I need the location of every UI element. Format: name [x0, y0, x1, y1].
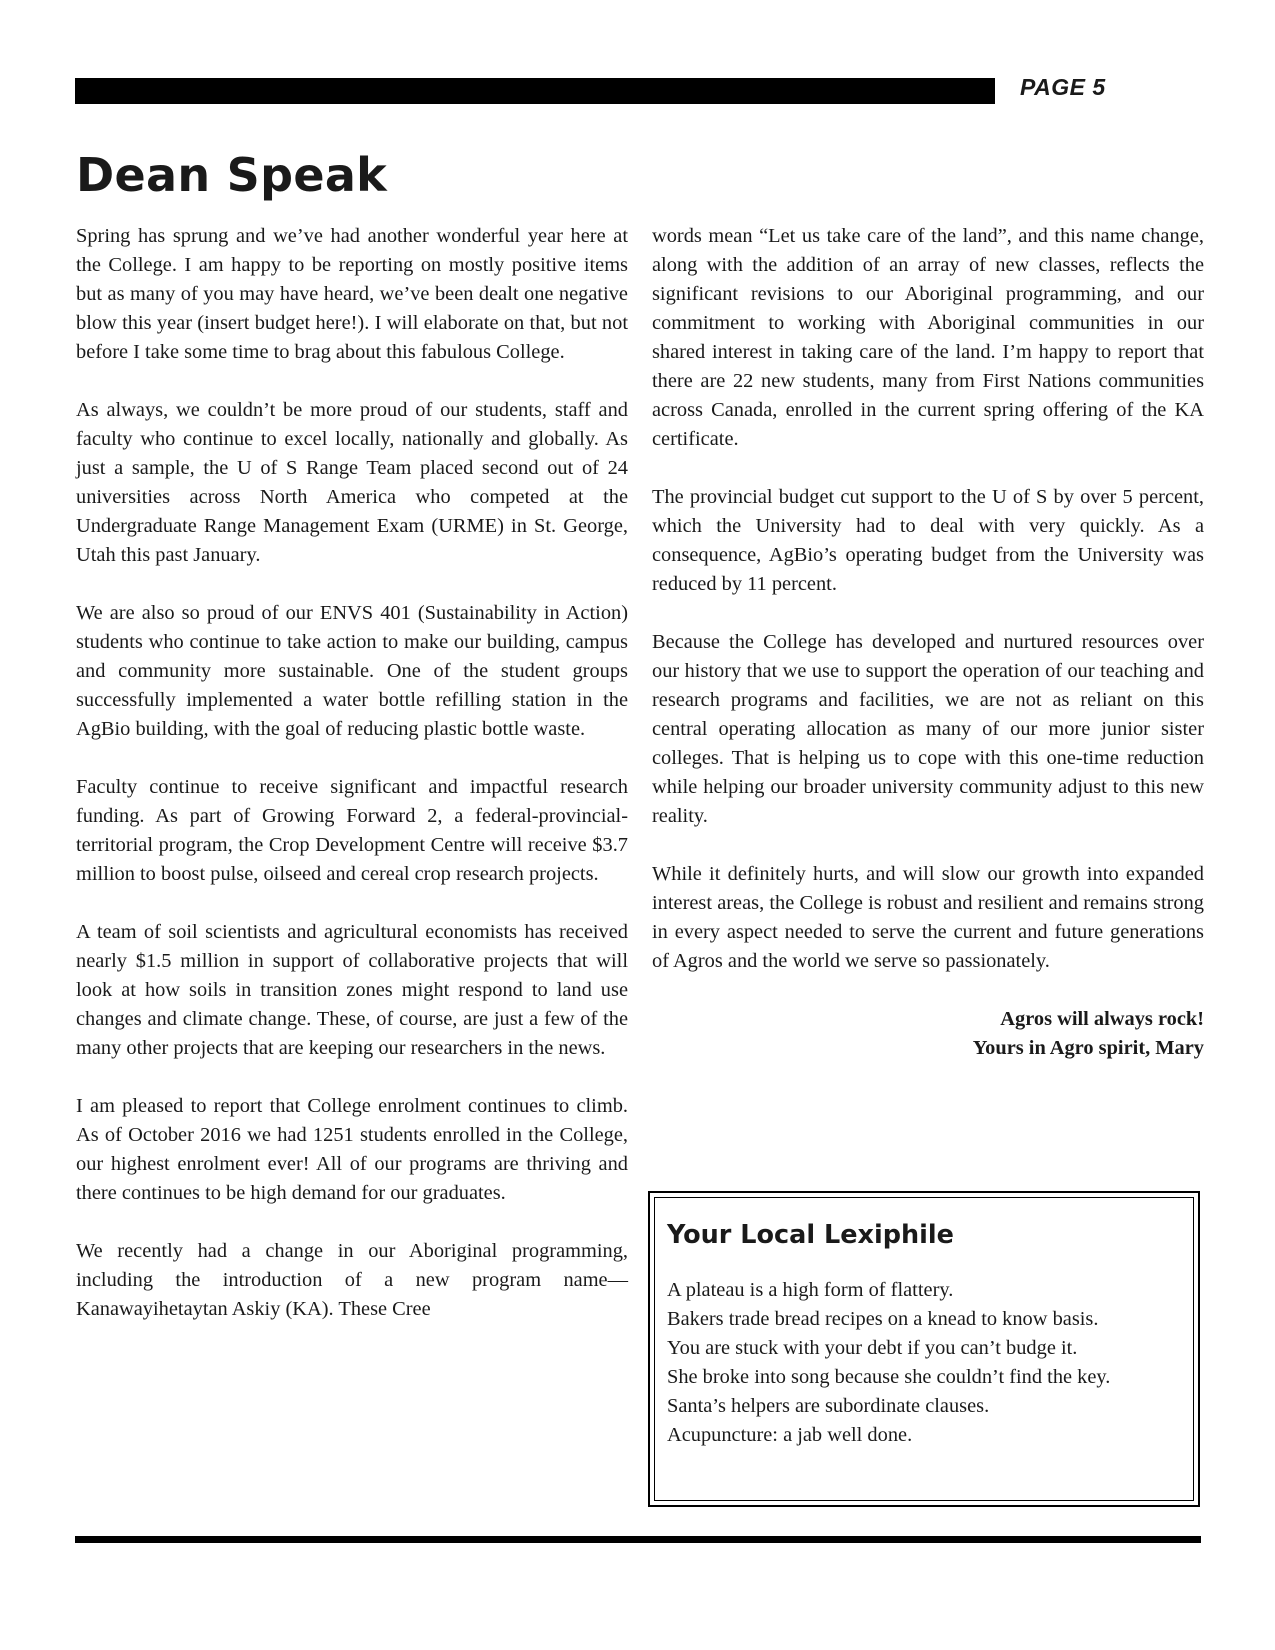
paragraph: We are also so proud of our ENVS 401 (Sustainability in Action) students who continue to take action to make our building, campus and community more sustainable. One of the student groups successfully implemented a water bottle refilling station in the AgBio building, with the goal of reducing plastic bottle waste.: [76, 602, 628, 740]
left-column: [76, 222, 628, 1324]
pun-line: Bakers trade bread recipes on a knead to know basis.: [667, 1308, 1099, 1330]
right-column: [652, 222, 1204, 1063]
header-bar: [75, 78, 995, 104]
lexiphile-box-inner: [654, 1197, 1194, 1501]
signoff-signature: Yours in Agro spirit, Mary: [972, 1037, 1204, 1059]
signoff-line: Agros will always rock!: [1000, 1008, 1204, 1030]
article-title: Dean Speak: [76, 148, 388, 202]
paragraph: While it definitely hurts, and will slow our growth into expanded interest areas, the College is robust and resilient and remains strong in every aspect needed to serve the current and future generations of Agros and the world we serve so passionately.: [652, 863, 1204, 972]
paragraph: words mean “Let us take care of the land”, and this name change, along with the addition of an array of new classes, reflects the significant revisions to our Aboriginal programming, and our commitment to working with Aboriginal communities in our shared interest in taking care of the land. I’m happy to report that there are 22 new students, many from First Nations communities across Canada, enrolled in the current spring offering of the KA certificate.: [652, 225, 1204, 450]
pun-line: You are stuck with your debt if you can’t budge it.: [667, 1337, 1078, 1359]
footer-rule: [75, 1536, 1201, 1543]
signoff: [652, 1005, 1204, 1063]
lexiphile-title: Your Local Lexiphile: [667, 1220, 954, 1250]
paragraph: Spring has sprung and we’ve had another wonderful year here at the College. I am happy to be reporting on mostly positive items but as many of you may have heard, we’ve been dealt one negative blow this year (insert budget here!). I will elaborate on that, but not before I take some time to brag about this fabulous College.: [76, 225, 628, 363]
paragraph: A team of soil scientists and agricultural economists has received nearly $1.5 million in support of collaborative projects that will look at how soils in transition zones might respond to land use changes and climate change. These, of course, are just a few of the many other projects that are keeping our researchers in the news.: [76, 921, 628, 1059]
paragraph: The provincial budget cut support to the U of S by over 5 percent, which the University had to deal with very quickly. As a consequence, AgBio’s operating budget from the University was reduced by 11 percent.: [652, 486, 1204, 595]
pun-line: Santa’s helpers are subordinate clauses.: [667, 1395, 990, 1417]
pun-line: A plateau is a high form of flattery.: [667, 1279, 954, 1301]
pun-line: She broke into song because she couldn’t find the key.: [667, 1366, 1111, 1388]
paragraph: Faculty continue to receive significant and impactful research funding. As part of Growing Forward 2, a federal-provincial-territorial program, the Crop Development Centre will receive $3.7 million to boost pulse, oilseed and cereal crop research projects.: [76, 776, 628, 885]
lexiphile-list: [667, 1276, 1181, 1450]
pun-line: Acupuncture: a jab well done.: [667, 1424, 913, 1446]
lexiphile-box: [648, 1191, 1200, 1507]
paragraph: We recently had a change in our Aboriginal programming, including the introduction of a new program name—Kanawayihetaytan Askiy (KA). These Cree: [76, 1240, 628, 1320]
paragraph: I am pleased to report that College enrolment continues to climb. As of October 2016 we had 1251 students enrolled in the College, our highest enrolment ever! All of our programs are thriving and there continues to be high demand for our graduates.: [76, 1095, 628, 1204]
paragraph: Because the College has developed and nurtured resources over our history that we use to support the operation of our teaching and research programs and facilities, we are not as reliant on this central operating allocation as many of our more junior sister colleges. That is helping us to cope with this one-time reduction while helping our broader university community adjust to this new reality.: [652, 631, 1204, 827]
paragraph: As always, we couldn’t be more proud of our students, staff and faculty who continue to excel locally, nationally and globally. As just a sample, the U of S Range Team placed second out of 24 universities across North America who competed at the Undergraduate Range Management Exam (URME) in St. George, Utah this past January.: [76, 399, 628, 566]
page-number: PAGE 5: [1020, 74, 1106, 100]
